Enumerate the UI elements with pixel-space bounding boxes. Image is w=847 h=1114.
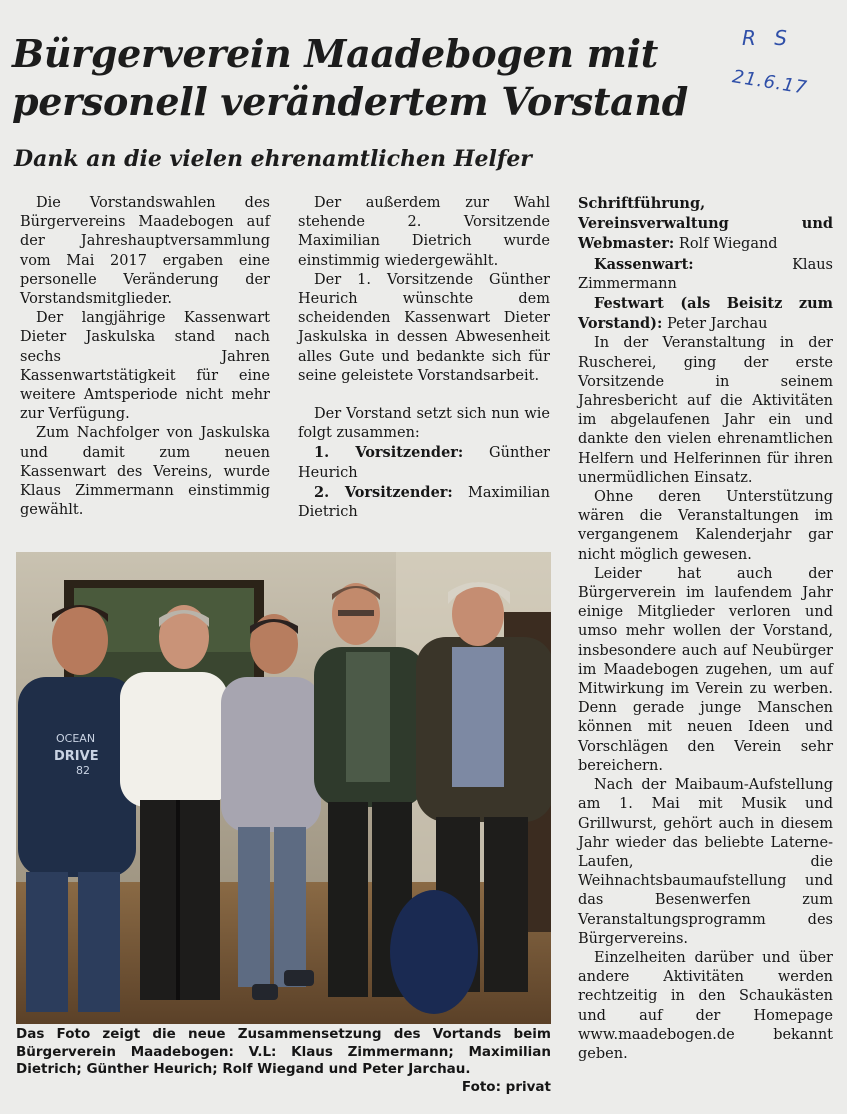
- shirt-text-3: 82: [76, 764, 90, 777]
- role-entry: [578, 255, 833, 294]
- paragraph: Zum Nachfolger von Jaskulska und damit zum neuen Kassenwart des Vereins, wurde Klaus Zimmermann einstimmig gewählt.: [20, 425, 270, 519]
- headline-line-2: personell verändertem Vorstand: [12, 79, 689, 124]
- paragraph: Der Vorstand setzt sich nun wie folgt zusammen:: [298, 406, 550, 442]
- article-column-3: [578, 194, 833, 1064]
- article-column-1: [20, 194, 270, 520]
- paragraph: Der langjährige Kassenwart Dieter Jaskulska stand nach sechs Jahren Kassenwartstätigkeit für eine weitere Amtsperiode nicht mehr zur Verfügung.: [20, 310, 270, 423]
- article-column-2: [298, 194, 550, 522]
- headline-line-1: Bürgerverein Maadebogen mit: [12, 31, 658, 76]
- role-label: 1. Vorsitzender:: [314, 444, 464, 462]
- paragraph: Ohne deren Unterstützung wären die Veranstaltungen im vergangenem Kalenderjahr gar nicht möglich gewesen.: [578, 489, 833, 563]
- role-name: Klaus Zimmermann: [578, 256, 833, 292]
- headline: [12, 30, 732, 126]
- paragraph: In der Veranstaltung in der Ruscherei, ging der erste Vorsitzende in seinem Jahresbericht auf die Aktivitäten im abgelaufenen Jahr ein und dankte den vielen ehrenamtlichen Helfern und Helferinnen für ihren unermüdlichen Einsatz.: [578, 335, 833, 486]
- handwritten-date: 21.6.17: [730, 66, 809, 99]
- paragraph: Einzelheiten darüber und über andere Aktivitäten werden rechtzeitig in den Schaukästen und auf der Homepage www.maadebogen.de bekannt geben.: [578, 949, 833, 1062]
- shirt-text-2: DRIVE: [54, 749, 99, 764]
- paragraph: Nach der Maibaum-Aufstellung am 1. Mai mit Musik und Grillwurst, gehört auch in diesem Jahr wieder das beliebte Laterne-Laufen, die Weihnachtsbaumaufstellung und das Besenwerfen zum Veranstaltungsprogramm des Bürgervereins.: [578, 777, 833, 947]
- paragraph: Die Vorstandswahlen des Bürgervereins Maadebogen auf der Jahreshauptversammlung vom Mai 2017 ergaben eine personelle Veränderung der Vorstandsmitglieder.: [20, 195, 270, 308]
- role-label: Kassenwart:: [594, 255, 694, 273]
- group-photo-illustration: [16, 552, 551, 1024]
- role-name: Maximilian Dietrich: [298, 484, 550, 521]
- photo-caption: [16, 1026, 551, 1096]
- role-entry: [298, 483, 550, 522]
- paragraph: Leider hat auch der Bürgerverein im laufendem Jahr einige Mitglieder verloren und umso mehr wollen der Vorstand, insbesondere auch auf Neubürger im Maadebogen zugehen, um auf Mitwirkung im Verein zu werben. Denn gerade junge Manschen können mit neuen Ideen und Vorschlägen den Verein sehr bereichern.: [578, 565, 833, 774]
- caption-text: Das Foto zeigt die neue Zusammensetzung des Vortands beim Bürgerverein Maadebogen: V.L: Klaus Zimmermann; Maximilian Dietrich; Günther Heurich; Rolf Wiegand und Peter Jarchau.: [16, 1026, 551, 1078]
- role-name: Günther Heurich: [298, 445, 550, 481]
- role-name: Rolf Wiegand: [678, 236, 778, 253]
- role-entry: [578, 194, 833, 255]
- role-label: Festwart (als Beisitz zum Vorstand):: [578, 295, 833, 333]
- role-entry: [298, 443, 550, 482]
- role-name: Peter Jarchau: [667, 316, 768, 333]
- role-label: 2. Vorsitzender:: [314, 483, 453, 501]
- paragraph: Der außerdem zur Wahl stehende 2. Vorsitzende Maximilian Dietrich wurde einstimmig wiedergewählt.: [298, 195, 550, 269]
- shirt-text-1: OCEAN: [56, 732, 96, 745]
- subheadline: Dank an die vielen ehrenamtlichen Helfer: [14, 146, 532, 172]
- handwritten-initials: R S: [742, 26, 793, 50]
- paragraph: Der 1. Vorsitzende Günther Heurich wünschte dem scheidenden Kassenwart Dieter Jaskulska in dessen Abwesenheit alles Gute und bedankte sich für seine geleistete Vorstandsarbeit.: [298, 271, 550, 384]
- photo-credit: Foto: privat: [461, 1078, 551, 1095]
- role-entry: [578, 294, 833, 334]
- group-photo: [16, 552, 551, 1024]
- role-label: Schriftführung, Vereinsverwaltung und Webmaster:: [578, 195, 833, 253]
